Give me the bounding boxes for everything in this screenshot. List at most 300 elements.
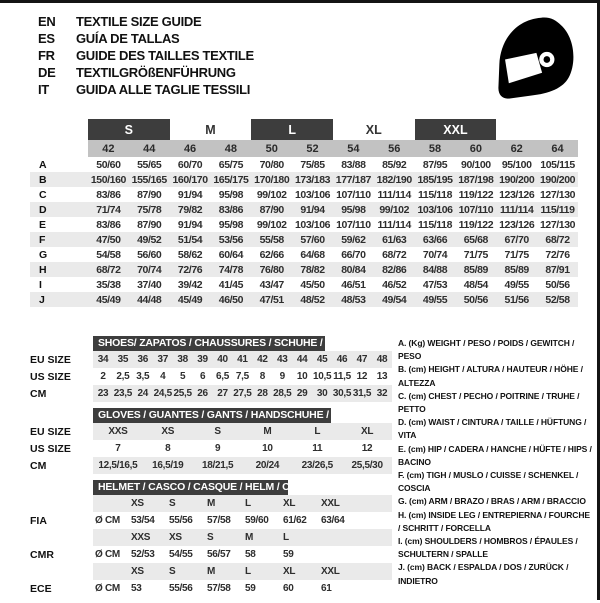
measurement-cell: 160/170 <box>170 172 211 187</box>
helmet-cell: 60 <box>283 583 294 594</box>
helmet-cell <box>30 495 93 512</box>
size-group-spacer <box>30 119 88 140</box>
helmet-cell: S <box>205 529 243 546</box>
gloves-cell: 16,5/19 <box>143 457 193 474</box>
eu-size-cell: 50 <box>251 140 292 157</box>
measurement-cell: 99/102 <box>374 202 415 217</box>
eu-size-cell: 54 <box>333 140 374 157</box>
measurement-row <box>30 187 578 202</box>
legend-item: J. (cm) BACK / ESPALDA / DOS / ZURÜCK / INDIETRO <box>398 562 569 586</box>
shoes-cell: 8 <box>259 371 265 382</box>
measurement-cell: 49/55 <box>504 278 529 291</box>
shoes-cell: 30 <box>312 385 332 402</box>
gloves-row <box>30 440 392 457</box>
measurement-cell: 85/89 <box>496 262 537 277</box>
shoes-cell: 25,5 <box>173 385 193 402</box>
measurement-cell: A <box>39 158 47 171</box>
shoes-cell: 27,5 <box>232 385 252 402</box>
eu-size-cell <box>30 140 88 157</box>
size-tables-column <box>30 336 392 603</box>
helmet-cell <box>30 529 93 546</box>
measurement-cell: 127/130 <box>539 188 576 201</box>
measurement-cell: 87/91 <box>537 262 578 277</box>
measurement-cell: 95/98 <box>218 188 244 201</box>
shoes-cell: 13 <box>376 371 388 382</box>
measurement-cell: 111/114 <box>377 188 411 201</box>
helmet-section-title: HELMET / CASCO / CASQUE / HELM / CASCO <box>93 480 288 495</box>
measurement-cell: 47/50 <box>88 232 129 247</box>
shoes-cell: 24,5 <box>153 385 173 402</box>
measurement-cell: 79/82 <box>170 202 211 217</box>
measurement-cell: 58/62 <box>177 248 203 261</box>
shoes-cell: 6,5 <box>215 371 229 382</box>
shoes-cell: US SIZE <box>30 370 71 383</box>
helmet-cell: 63/64 <box>321 515 345 526</box>
guide-title: TEXTILE SIZE GUIDE <box>76 14 202 29</box>
size-group-s: S <box>88 119 170 140</box>
shoes-cell: 5 <box>180 371 186 382</box>
measurement-cell: 49/55 <box>415 292 456 307</box>
measurement-cell: 68/72 <box>537 232 578 247</box>
size-group-xl: XL <box>365 122 382 137</box>
measurement-cell: 91/94 <box>177 188 203 201</box>
shoes-cell: 42 <box>252 351 272 368</box>
shoes-cell: 26 <box>193 385 213 402</box>
shoes-cell: 48 <box>372 351 392 368</box>
measurement-row <box>30 292 578 307</box>
helmet-cell: Ø CM <box>95 515 120 526</box>
shoes-cell: 3,5 <box>136 371 150 382</box>
measurement-cell: 70/80 <box>259 158 284 171</box>
language-code: IT <box>38 82 49 97</box>
measurement-cell: 55/58 <box>251 232 292 247</box>
gloves-cell: 12 <box>361 443 373 454</box>
shoes-cell: 38 <box>173 351 193 368</box>
measurement-cell: I <box>39 278 42 291</box>
measurement-cell: 182/190 <box>374 172 415 187</box>
measurement-cell: 127/130 <box>539 218 576 231</box>
top-border-line <box>0 0 600 3</box>
size-group-l: L <box>251 119 333 140</box>
measurement-cell: 70/74 <box>129 262 170 277</box>
guide-title: GUIDA ALLE TAGLIE TESSILI <box>76 82 251 97</box>
measurement-cell: 155/165 <box>129 172 170 187</box>
measurement-cell: 70/74 <box>422 248 448 261</box>
measurement-cell: 74/78 <box>210 262 251 277</box>
eu-size-cell: 60 <box>455 140 496 157</box>
measurement-cell: 119/122 <box>458 218 494 231</box>
helmet-cell: XS <box>129 563 167 580</box>
eu-size-cell: 48 <box>210 140 251 157</box>
shoes-cell: 32 <box>372 385 392 402</box>
measurement-cell: 47/53 <box>422 278 448 291</box>
legend-item: D. (cm) WAIST / CINTURA / TAILLE / HÜFTUNG / VITA <box>398 417 587 441</box>
helmet-row <box>30 512 392 529</box>
shoes-row <box>30 351 392 368</box>
helmet-cell: 57/58 <box>207 515 231 526</box>
measurement-legend <box>398 337 592 603</box>
measurement-cell: 115/118 <box>418 188 453 201</box>
guide-title: GUÍA DE TALLAS <box>76 31 180 46</box>
measurement-cell: 82/86 <box>374 262 415 277</box>
helmet-cell <box>93 563 129 580</box>
gloves-cell: 7 <box>115 443 121 454</box>
measurement-cell: 41/45 <box>218 278 244 291</box>
measurement-cell: 90/100 <box>461 158 491 171</box>
size-group-xxl: XXL <box>415 119 497 140</box>
measurement-cell: 55/65 <box>137 158 162 171</box>
eu-size-cell: 56 <box>374 140 415 157</box>
shoes-cell: 31,5 <box>352 385 372 402</box>
shoes-cell: 24 <box>133 385 153 402</box>
measurement-cell: 72/76 <box>170 262 211 277</box>
measurement-cell: 49/54 <box>374 292 415 307</box>
measurement-cell: 187/198 <box>455 172 496 187</box>
measurement-row <box>30 217 578 232</box>
helmet-cell: FIA <box>30 514 47 527</box>
measurement-cell: 71/75 <box>504 248 529 261</box>
shoes-cell: 28,5 <box>272 385 292 402</box>
gloves-cell: 25,5/30 <box>342 457 392 474</box>
shoes-section-title: SHOES/ ZAPATOS / CHAUSSURES / SCHUHE / SCARPE <box>93 336 325 351</box>
measurement-cell: 61/63 <box>374 232 415 247</box>
helmet-cell: 58 <box>245 549 256 560</box>
helmet-section <box>30 480 392 597</box>
eu-size-cell: 42 <box>88 140 129 157</box>
language-code: DE <box>38 65 56 80</box>
shoes-cell: 4 <box>160 371 166 382</box>
shoes-cell: 44 <box>292 351 312 368</box>
measurement-cell: 91/94 <box>292 202 333 217</box>
helmet-cell <box>93 495 129 512</box>
helmet-cell: 55/56 <box>169 515 193 526</box>
measurement-cell: 46/51 <box>341 278 366 291</box>
helmet-cell <box>357 512 392 529</box>
eu-size-cell: 58 <box>415 140 456 157</box>
helmet-row <box>30 495 392 512</box>
measurement-cell: 48/54 <box>463 278 488 291</box>
legend-item: F. (cm) TIGH / MUSLO / CUISSE / SCHENKEL / COSCIA <box>398 470 579 494</box>
measurement-cell: 99/102 <box>256 218 287 231</box>
helmet-logo-icon <box>487 12 582 107</box>
helmet-cell: M <box>205 563 243 580</box>
shoes-cell: EU SIZE <box>30 351 93 368</box>
measurement-cell: 53/56 <box>210 232 251 247</box>
language-row <box>38 81 254 98</box>
measurement-cell: 76/80 <box>251 262 292 277</box>
measurement-cell: 87/90 <box>251 202 292 217</box>
helmet-cell: XL <box>281 563 319 580</box>
shoes-row <box>30 368 392 385</box>
measurement-cell: 67/70 <box>496 232 537 247</box>
measurement-cell: 123/126 <box>499 188 535 201</box>
language-row <box>38 47 254 64</box>
measurement-row <box>30 172 578 187</box>
helmet-cell: L <box>243 495 281 512</box>
helmet-cell: S <box>167 495 205 512</box>
language-code: ES <box>38 31 55 46</box>
measurement-cell: 71/75 <box>463 248 488 261</box>
measurement-cell: C <box>39 188 47 201</box>
measurement-cell: 50/56 <box>455 292 496 307</box>
measurement-cell: 80/84 <box>333 262 374 277</box>
measurement-cell: 111/114 <box>496 202 537 217</box>
gloves-cell: S <box>193 423 243 440</box>
measurement-cell: 103/106 <box>294 218 331 231</box>
measurement-cell: 37/40 <box>137 278 162 291</box>
helmet-cell: 55/56 <box>169 583 193 594</box>
measurement-cell: 56/60 <box>137 248 162 261</box>
measurement-row <box>30 202 578 217</box>
measurement-cell: 54/58 <box>96 248 121 261</box>
measurement-cell: 83/86 <box>96 188 121 201</box>
eu-size-cell: 52 <box>292 140 333 157</box>
measurement-cell: 46/52 <box>382 278 407 291</box>
helmet-cell: 54/55 <box>169 549 193 560</box>
helmet-cell <box>357 529 392 546</box>
helmet-cell: 53/54 <box>131 515 155 526</box>
helmet-cell: L <box>281 529 319 546</box>
measurement-cell: 48/52 <box>292 292 333 307</box>
measurement-cell: 52/58 <box>537 292 578 307</box>
shoes-cell: 12 <box>356 371 368 382</box>
lower-section <box>30 336 592 603</box>
helmet-cell: 59 <box>283 549 294 560</box>
measurement-cell: 60/70 <box>177 158 203 171</box>
measurement-cell: 45/49 <box>170 292 211 307</box>
measurement-cell: 49/52 <box>129 232 170 247</box>
measurement-cell: 44/48 <box>129 292 170 307</box>
measurement-row <box>30 262 578 277</box>
helmet-cell: L <box>243 563 281 580</box>
measurement-cell: 95/98 <box>218 218 244 231</box>
gloves-cell: 8 <box>165 443 171 454</box>
helmet-row <box>30 563 392 580</box>
shoes-cell: 35 <box>113 351 133 368</box>
legend-item: A. (Kg) WEIGHT / PESO / POIDS / GEWITCH / PESO <box>398 338 575 362</box>
shoes-cell: 36 <box>133 351 153 368</box>
gloves-cell: US SIZE <box>30 442 71 455</box>
measurement-cell: 64/68 <box>300 248 325 261</box>
shoes-cell: 30,5 <box>332 385 352 402</box>
measurement-cell: 78/82 <box>292 262 333 277</box>
helmet-cell: XS <box>129 495 167 512</box>
gloves-cell: XL <box>342 423 392 440</box>
guide-title: TEXTILGRÖßENFÜHRUNG <box>76 65 236 80</box>
language-row <box>38 13 254 30</box>
measurement-cell: 107/110 <box>336 218 371 231</box>
measurement-cell: E <box>39 218 47 231</box>
measurement-cell: 177/187 <box>333 172 374 187</box>
measurement-cell: 87/90 <box>137 188 162 201</box>
measurement-cell: 165/175 <box>210 172 251 187</box>
measurement-cell: B <box>30 172 88 187</box>
shoes-size-table <box>30 351 392 402</box>
helmet-cell: M <box>205 495 243 512</box>
helmet-cell: 53 <box>131 583 142 594</box>
measurement-cell: 60/64 <box>218 248 244 261</box>
measurement-cell: 87/95 <box>422 158 448 171</box>
helmet-cell: Ø CM <box>95 549 120 560</box>
helmet-cell: 61 <box>321 583 332 594</box>
helmet-cell <box>30 563 93 580</box>
measurement-cell: 170/180 <box>251 172 292 187</box>
measurement-cell: 103/106 <box>415 202 456 217</box>
shoes-cell: 23,5 <box>113 385 133 402</box>
gloves-cell: M <box>242 423 292 440</box>
measurement-cell: 119/122 <box>458 188 494 201</box>
measurement-cell: 43/47 <box>259 278 284 291</box>
helmet-cell: ECE <box>30 582 52 595</box>
measurement-cell: 51/56 <box>496 292 537 307</box>
language-code: EN <box>38 14 56 29</box>
size-group-m: M <box>205 122 216 137</box>
helmet-row <box>30 580 392 597</box>
measurement-cell: 87/90 <box>137 218 162 231</box>
measurement-cell: 65/68 <box>455 232 496 247</box>
eu-size-header <box>30 140 578 157</box>
shoes-cell: 37 <box>153 351 173 368</box>
helmet-size-table <box>30 495 392 597</box>
helmet-cell: 61/62 <box>283 515 307 526</box>
measurement-row <box>30 277 578 292</box>
measurement-cell: 150/160 <box>88 172 129 187</box>
measurement-cell: 62/66 <box>259 248 284 261</box>
measurement-cell: 107/110 <box>455 202 496 217</box>
measurement-cell: 115/119 <box>537 202 578 217</box>
measurement-cell: 75/78 <box>129 202 170 217</box>
textile-measurements <box>30 157 578 307</box>
shoes-cell: 34 <box>93 351 113 368</box>
gloves-cell: 10 <box>262 443 273 454</box>
gloves-cell: L <box>292 423 342 440</box>
eu-size-cell: 46 <box>170 140 211 157</box>
measurement-cell: 95/98 <box>333 202 374 217</box>
measurement-cell: 65/75 <box>218 158 244 171</box>
measurement-cell: 57/60 <box>292 232 333 247</box>
language-code: FR <box>38 48 55 63</box>
gloves-cell: CM <box>30 457 93 474</box>
shoes-cell: 28 <box>252 385 272 402</box>
helmet-row <box>30 529 392 546</box>
eu-size-cell: 62 <box>496 140 537 157</box>
helmet-cell: 57/58 <box>207 583 231 594</box>
shoes-cell: 23 <box>93 385 113 402</box>
helmet-cell: XL <box>281 495 319 512</box>
shoes-cell: CM <box>30 385 93 402</box>
legend-item: I. (cm) SHOULDERS / HOMBROS / ÉPAULES / SCHULTERN / SPALLE <box>398 536 578 560</box>
shoes-cell: 2,5 <box>116 371 130 382</box>
shoes-cell: 46 <box>332 351 352 368</box>
measurement-cell: 68/72 <box>382 248 407 261</box>
shoes-row <box>30 385 392 402</box>
helmet-cell: 59/60 <box>245 515 269 526</box>
eu-size-cell: 44 <box>129 140 170 157</box>
helmet-row <box>30 546 392 563</box>
shoes-cell: 39 <box>193 351 213 368</box>
gloves-cell: 23/26,5 <box>292 457 342 474</box>
legend-item: C. (cm) CHEST / PECHO / POITRINE / TRUHE / PETTO <box>398 390 580 415</box>
measurement-cell: 45/49 <box>88 292 129 307</box>
helmet-cell: XS <box>167 529 205 546</box>
shoes-section <box>30 336 392 402</box>
helmet-cell <box>319 546 357 563</box>
measurement-cell: 39/42 <box>177 278 203 291</box>
legend-item: E. (cm) HIP / CADERA / HANCHE / HÜFTE / HIPS / BACINO <box>398 443 592 467</box>
measurement-cell: 83/86 <box>210 202 251 217</box>
measurement-cell: H <box>30 262 88 277</box>
measurement-cell: 35/38 <box>96 278 121 291</box>
measurement-cell: 99/102 <box>256 188 287 201</box>
shoes-cell: 29 <box>292 385 312 402</box>
measurement-cell: D <box>30 202 88 217</box>
eu-size-cell: 64 <box>537 140 578 157</box>
gloves-cell: 9 <box>214 443 221 454</box>
measurement-row <box>30 232 578 247</box>
gloves-cell: XXS <box>93 423 143 440</box>
measurement-cell: 107/110 <box>336 188 371 201</box>
measurement-cell: J <box>30 292 88 307</box>
measurement-cell: 83/86 <box>96 218 121 231</box>
measurement-cell: 190/200 <box>537 172 578 187</box>
measurement-cell: 66/70 <box>341 248 366 261</box>
measurement-row <box>30 157 578 172</box>
measurement-cell: 72/76 <box>545 248 570 261</box>
size-group-spacer <box>496 119 537 140</box>
measurement-cell: 45/50 <box>300 278 325 291</box>
measurement-cell: 75/85 <box>300 158 325 171</box>
measurement-cell: 59/62 <box>333 232 374 247</box>
measurement-cell: 115/118 <box>418 218 453 231</box>
measurement-cell: 48/53 <box>333 292 374 307</box>
language-row <box>38 64 254 81</box>
helmet-cell: CMR <box>30 548 54 561</box>
size-group-header-row <box>30 119 578 140</box>
measurement-cell: 71/74 <box>88 202 129 217</box>
helmet-cell: XXS <box>129 529 167 546</box>
shoes-cell: 2 <box>100 371 106 382</box>
guide-title: GUIDE DES TAILLES TEXTILE <box>76 48 254 63</box>
legend-item: H. (cm) INSIDE LEG / ENTREPIERNA / FOURCHE / SCHRITT / FORCELLA <box>398 509 590 533</box>
helmet-cell <box>357 495 392 512</box>
language-title-list <box>38 13 254 98</box>
gloves-section <box>30 408 392 474</box>
shoes-cell: 27 <box>213 385 233 402</box>
measurement-cell: 63/66 <box>415 232 456 247</box>
helmet-cell <box>357 580 392 597</box>
helmet-cell <box>357 563 392 580</box>
measurement-cell: 50/60 <box>96 158 121 171</box>
legend-item: G. (cm) ARM / BRAZO / BRAS / ARM / BRACCIO <box>398 496 586 507</box>
gloves-cell: 18/21,5 <box>193 457 243 474</box>
shoes-cell: 40 <box>213 351 233 368</box>
helmet-cell: XXL <box>319 563 357 580</box>
shoes-cell: 11,5 <box>333 371 351 382</box>
measurement-cell: 47/51 <box>251 292 292 307</box>
shoes-cell: 47 <box>352 351 372 368</box>
helmet-cell <box>93 529 129 546</box>
gloves-cell: 12,5/16,5 <box>93 457 143 474</box>
helmet-cell <box>357 546 392 563</box>
helmet-cell: S <box>167 563 205 580</box>
shoes-cell: 7,5 <box>235 371 249 382</box>
measurement-cell: 173/183 <box>292 172 333 187</box>
measurement-cell: 85/89 <box>455 262 496 277</box>
helmet-cell: Ø CM <box>95 583 120 594</box>
gloves-section-title: GLOVES / GUANTES / GANTS / HANDSCHUHE / GUANTI <box>93 408 331 423</box>
shoes-cell: 9 <box>279 371 285 382</box>
gloves-cell: 20/24 <box>242 457 292 474</box>
